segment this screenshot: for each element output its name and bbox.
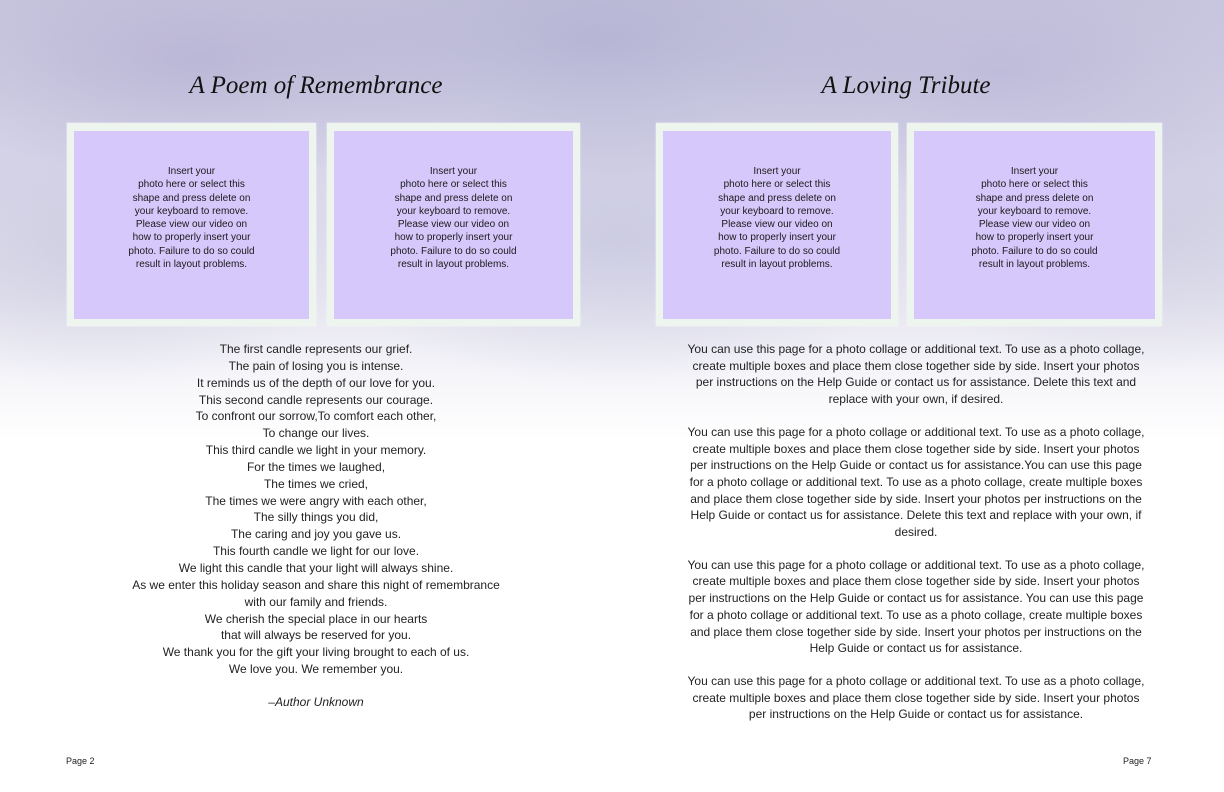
photo-placeholder[interactable] xyxy=(74,131,309,319)
placeholder-text: Insert your photo here or select this shape and press delete on your keyboard to remove. Please view our video on how to properly insert your photo. Failure to do so could result in layout problems. xyxy=(971,166,1098,271)
poem-line: The times we cried, xyxy=(263,476,369,491)
poem-line: with our family and friends. xyxy=(244,594,388,609)
poem-line: To confront our sorrow,To comfort each other, xyxy=(195,409,437,424)
page-number-right: Page 7 xyxy=(1123,756,1152,766)
poem-author: –Author Unknown xyxy=(268,694,364,709)
poem-line: We thank you for the gift your living brought to each of us. xyxy=(162,645,470,660)
photo-frame[interactable] xyxy=(67,123,316,326)
right-page-title: A Loving Tribute xyxy=(821,72,991,99)
photo-placeholder[interactable] xyxy=(334,131,573,319)
photo-frame[interactable] xyxy=(327,123,580,326)
page-number-left: Page 2 xyxy=(66,756,95,766)
placeholder-text: Insert your photo here or select this shape and press delete on your keyboard to remove. Please view our video on how to properly insert your photo. Failure to do so could result in layout problems. xyxy=(128,166,255,271)
poem-line: We cherish the special place in our hearts xyxy=(204,611,428,626)
poem-line: This fourth candle we light for our love. xyxy=(212,544,420,559)
tribute-paragraph: You can use this page for a photo collage or additional text. To use as a photo collage, create multiple boxes and place them close together side by side. Insert your photos per instructions on the Help Guide or contact us for assistance. You can use this page for a photo collage or additional text. To use as a photo collage, create multiple boxes and place them close together side by side. Insert your photos per instructions on the Help Guide or contact us for assistance. xyxy=(687,557,1145,656)
poem-line: that will always be reserved for you. xyxy=(220,628,412,643)
poem-line: As we enter this holiday season and share this night of remembrance xyxy=(132,577,500,592)
left-page-title: A Poem of Remembrance xyxy=(189,72,443,99)
poem-line: To change our lives. xyxy=(262,426,370,441)
poem-line: For the times we laughed, xyxy=(246,459,386,474)
poem-line: This second candle represents our courage. xyxy=(198,392,434,407)
poem-line: The silly things you did, xyxy=(253,510,379,525)
tribute-text xyxy=(683,341,1149,739)
poem-line: This third candle we light in your memory. xyxy=(205,443,427,458)
poem-line: We love you. We remember you. xyxy=(228,662,404,677)
placeholder-text: Insert your photo here or select this shape and press delete on your keyboard to remove. Please view our video on how to properly insert your photo. Failure to do so could result in layout problems. xyxy=(390,166,517,271)
placeholder-text: Insert your photo here or select this shape and press delete on your keyboard to remove. Please view our video on how to properly insert your photo. Failure to do so could result in layout problems. xyxy=(713,166,841,271)
poem-line: The caring and joy you gave us. xyxy=(230,527,402,542)
tribute-paragraph: You can use this page for a photo collage or additional text. To use as a photo collage, create multiple boxes and place them close together side by side. Insert your photos per instructions on the Help Guide or contact us for assistance. xyxy=(687,673,1145,722)
poem-line: The pain of losing you is intense. xyxy=(228,358,404,373)
poem-line: We light this candle that your light will always shine. xyxy=(178,560,454,575)
poem-line: The times we were angry with each other, xyxy=(205,493,427,508)
poem-line: It reminds us of the depth of our love for you. xyxy=(196,375,436,390)
photo-placeholder[interactable] xyxy=(914,131,1155,319)
photo-frame[interactable] xyxy=(656,123,898,326)
photo-placeholder[interactable] xyxy=(663,131,891,319)
tribute-paragraph: You can use this page for a photo collage or additional text. To use as a photo collage, create multiple boxes and place them close together side by side. Insert your photos per instructions on the Help Guide or contact us for assistance.You can use this page for a photo collage or additional text. To use as a photo collage, create multiple boxes and place them close together side by side. Insert your photos per instructions on the Help Guide or contact us for assistance. Delete this text and replace with your own, if desired. xyxy=(687,424,1145,540)
poem xyxy=(116,341,516,711)
tribute-paragraph: You can use this page for a photo collage or additional text. To use as a photo collage, create multiple boxes and place them close together side by side. Insert your photos per instructions on the Help Guide or contact us for assistance. Delete this text and replace with your own, if desired. xyxy=(687,342,1145,407)
poem-line: The first candle represents our grief. xyxy=(219,342,413,356)
photo-frame[interactable] xyxy=(907,123,1162,326)
